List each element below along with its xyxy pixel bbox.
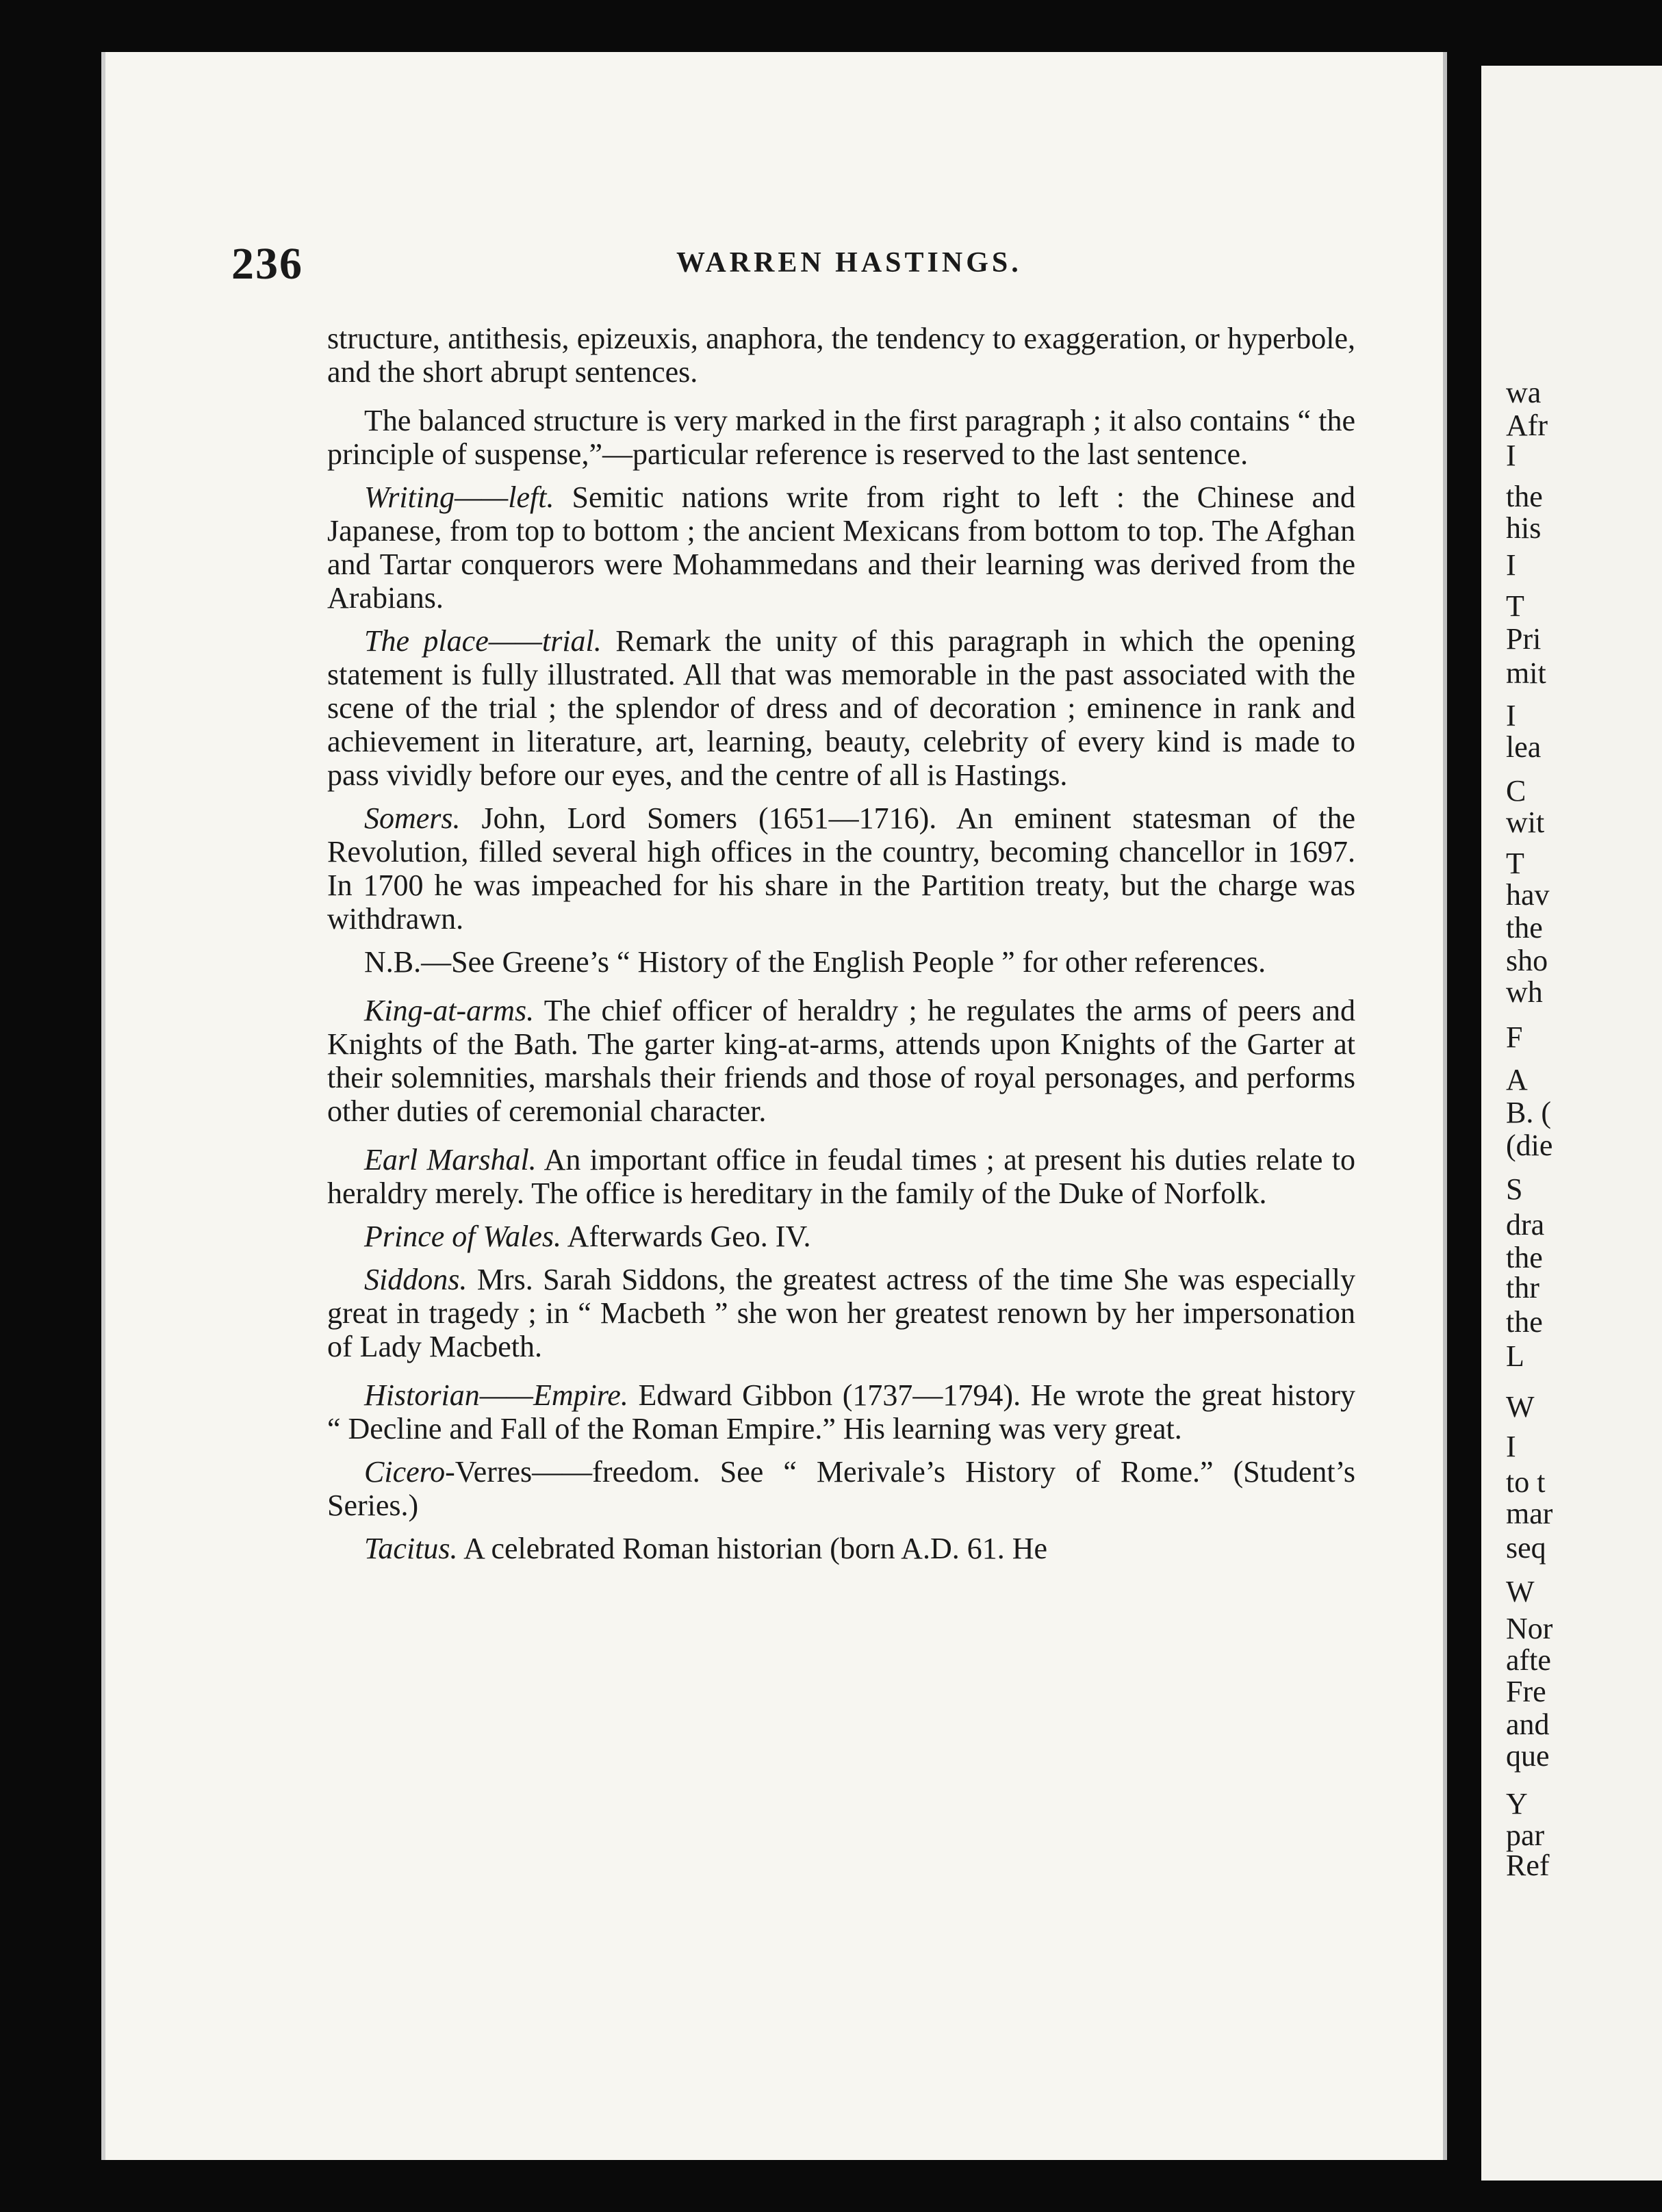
facing-page-fragment: the (1506, 911, 1543, 944)
facing-page-fragment: I (1506, 699, 1516, 732)
running-head: WARREN HASTINGS. (676, 247, 1022, 279)
note-text: The chief officer of heraldry ; he regulates the arms of peers and Knights of the Bath. The garter king-at-arms, attends upon Knights of the Garter at their solemnities, marshals their friends and those of royal personages, and performs other duties of ceremonial character. (327, 994, 1355, 1128)
note-nb (327, 945, 1355, 979)
note-siddons (327, 1263, 1355, 1363)
facing-page-fragment: wa (1506, 376, 1542, 409)
note-writing (327, 480, 1355, 615)
facing-page-fragment: mit (1506, 656, 1546, 690)
facing-page-fragment: W (1506, 1390, 1535, 1424)
facing-page-fragment: to t (1506, 1465, 1546, 1499)
note-text: An important office in feudal times ; at present his duties relate to heraldry merely. The office is hereditary in the family of the Duke of Norfolk. (327, 1143, 1355, 1210)
note-place-trial (327, 624, 1355, 792)
facing-page-fragment: S (1506, 1172, 1523, 1206)
facing-page-fragment: W (1506, 1575, 1535, 1608)
note-term: King-at-arms. (364, 994, 535, 1027)
facing-page-fragment: I (1506, 1430, 1516, 1463)
body-text (327, 322, 1355, 1575)
facing-page-fragment: Pri (1506, 622, 1542, 656)
page-number: 236 (231, 239, 303, 289)
facing-page-fragment: hav (1506, 878, 1550, 912)
note-tacitus (327, 1532, 1355, 1565)
paragraph-2 (327, 404, 1355, 471)
facing-page-fragment: lea (1506, 730, 1542, 764)
facing-page-fragment: par (1506, 1818, 1545, 1852)
note-text: N.B.—See Greene’s “ History of the English People ” for other references. (364, 945, 1266, 979)
note-term: Cicero- (364, 1455, 455, 1489)
note-term: Somers. (364, 801, 461, 835)
facing-page-fragment: sho (1506, 944, 1548, 977)
note-term: Writing——left. (364, 480, 554, 514)
facing-page-fragment: que (1506, 1739, 1550, 1773)
facing-page-fragment: T (1506, 589, 1524, 623)
facing-page-fragment: the (1506, 1305, 1543, 1339)
facing-page-fragment: afte (1506, 1643, 1551, 1677)
note-text: Verres——freedom. See “ Merivale’s History of Rome.” (Student’s Series.) (327, 1455, 1355, 1522)
note-text: Semitic nations write from right to left : the Chinese and Japanese, from top to bottom ; the ancient Mexicans from bottom to top. The Afghan and Tartar conquerors were Mohammedans and their learning was derived from the Arabians. (327, 480, 1355, 615)
facing-page-fragment: the (1506, 1241, 1543, 1274)
facing-page-fragment: Ref (1506, 1849, 1550, 1882)
facing-page-fragment: the (1506, 480, 1543, 513)
facing-page-fragment: L (1506, 1339, 1524, 1373)
facing-page-fragment: B. ( (1506, 1096, 1551, 1129)
note-historian (327, 1378, 1355, 1445)
note-earl-marshal (327, 1143, 1355, 1210)
facing-page-fragment: thr (1506, 1271, 1539, 1304)
facing-page-fragment: Fre (1506, 1675, 1546, 1708)
facing-page-fragment: F (1506, 1020, 1523, 1054)
facing-page-fragment: Y (1506, 1787, 1528, 1821)
note-term: Siddons. (364, 1263, 468, 1296)
facing-page-fragment: I (1506, 439, 1516, 472)
facing-page-fragment: (die (1506, 1129, 1553, 1162)
note-term: Earl Marshal. (364, 1143, 537, 1176)
note-cicero (327, 1455, 1355, 1522)
note-term: Prince of Wales. (364, 1220, 561, 1253)
facing-page-fragment: dra (1506, 1208, 1545, 1242)
paragraph-1 (327, 322, 1355, 389)
facing-page-fragment: Nor (1506, 1612, 1553, 1645)
facing-page-fragment: his (1506, 511, 1542, 545)
facing-page-fragment: I (1506, 548, 1516, 582)
facing-page-fragment: C (1506, 774, 1526, 808)
note-text: Mrs. Sarah Siddons, the greatest actress of the time She was especially great in tragedy ; in “ Macbeth ” she won her greatest renown by her impersonation of Lady Macbeth. (327, 1263, 1355, 1363)
page-header (231, 238, 1361, 293)
facing-page-fragment: and (1506, 1708, 1550, 1741)
note-text: Edward Gibbon (1737—1794). He wrote the great history “ Decline and Fall of the Roman Empire.” His learning was very great. (327, 1378, 1355, 1445)
note-king-at-arms (327, 994, 1355, 1128)
note-text: John, Lord Somers (1651—1716). An eminent statesman of the Revolution, filled several high offices in the country, becoming chancellor in 1697. In 1700 he was impeached for his share in the Partition treaty, but the charge was withdrawn. (327, 801, 1356, 936)
paragraph-text: structure, antithesis, epizeuxis, anaphora, the tendency to exaggeration, or hyperbole, and the short abrupt sentences. (327, 322, 1355, 389)
facing-page-fragment: A (1506, 1063, 1528, 1096)
note-prince-of-wales (327, 1220, 1355, 1253)
note-term: Historian——Empire. (364, 1378, 628, 1412)
facing-page-fragment: seq (1506, 1531, 1546, 1565)
facing-page-fragment: Afr (1506, 409, 1548, 442)
note-somers (327, 801, 1355, 936)
facing-page-fragment: mar (1506, 1497, 1553, 1530)
facing-page-fragment: T (1506, 847, 1524, 880)
note-term: The place——trial. (364, 624, 602, 658)
note-text: A celebrated Roman historian (born A.D. 61. He (463, 1532, 1048, 1565)
note-text: Afterwards Geo. IV. (567, 1220, 811, 1253)
paragraph-text: The balanced structure is very marked in the first paragraph ; it also contains “ the principle of suspense,”—particular reference is reserved to the last sentence. (327, 404, 1355, 471)
facing-page-fragment: wit (1506, 806, 1545, 839)
facing-page-fragment: wh (1506, 975, 1543, 1009)
note-text: Remark the unity of this paragraph in which the opening statement is fully illustrated. All that was memorable in the past associated with the scene of the trial ; the splendor of dress and of decoration ; eminence in rank and achievement in literature, art, learning, beauty, celebrity of every kind is made to pass vividly before our eyes, and the centre of all is Hastings. (327, 624, 1355, 792)
note-term: Tacitus. (364, 1532, 458, 1565)
